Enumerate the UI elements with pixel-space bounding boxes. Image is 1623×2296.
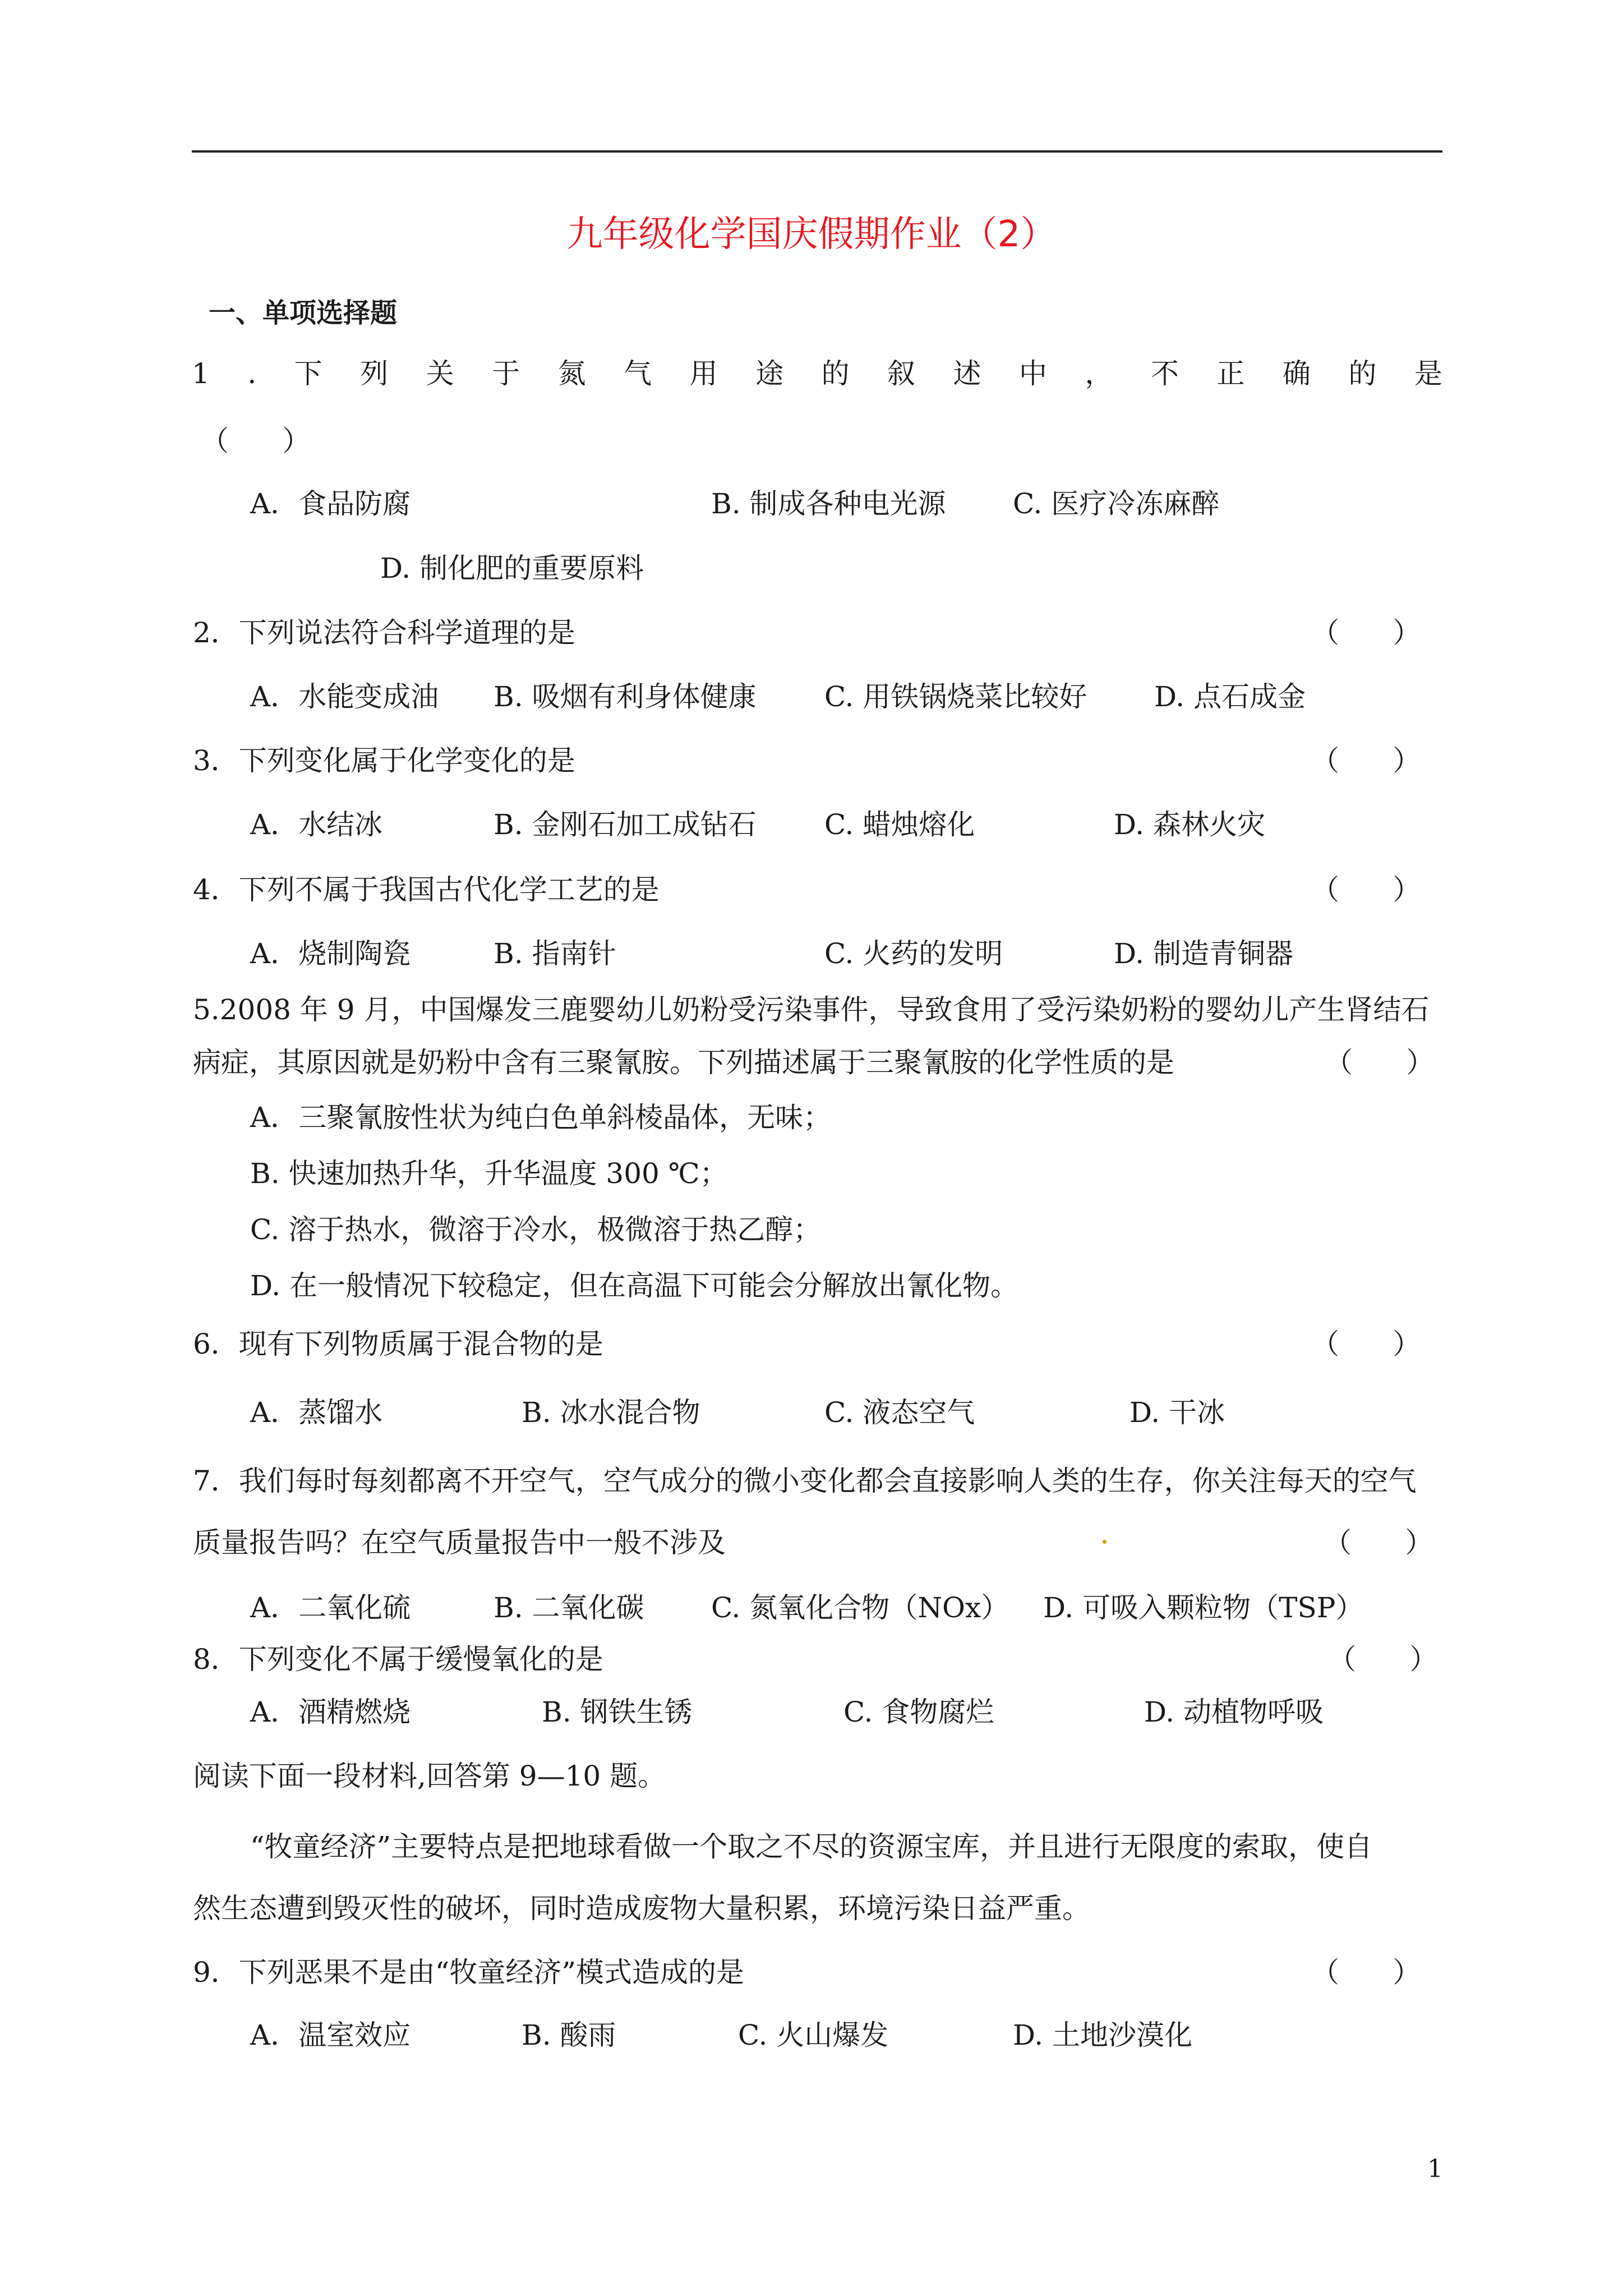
question-2-option-d: D. 点石成金: [1154, 680, 1306, 713]
question-1-stem-char: 正: [1216, 357, 1245, 390]
question-5-stem-line-2: 病症，其原因就是奶粉中含有三聚氰胺。下列描述属于三聚氰胺的化学性质的是: [193, 1046, 1174, 1079]
question-7-option-b: B. 二氧化碳: [494, 1591, 644, 1624]
question-1-stem-char: 中: [1019, 357, 1048, 390]
question-2-option-a: A．水能变成油: [250, 680, 439, 713]
question-4-option-c: C. 火药的发明: [824, 937, 1003, 970]
question-6-stem: 6．现有下列物质属于混合物的是: [193, 1328, 603, 1360]
question-1-stem-char: 不: [1150, 357, 1179, 390]
question-1-stem-char: 确: [1282, 357, 1311, 390]
question-7-stem-line-1: 7．我们每时每刻都离不开空气，空气成分的微小变化都会直接影响人类的生存，你关注每天的空气: [193, 1465, 1417, 1497]
question-1-stem-char: 用: [689, 357, 718, 390]
question-5-option-a: A．三聚氰胺性状为纯白色单斜棱晶体，无味；: [250, 1101, 832, 1134]
question-1-option-a: A．食品防腐: [250, 487, 411, 520]
reading-intro: 阅读下面一段材料,回答第 9—10 题。: [193, 1760, 666, 1792]
question-8-option-d: D. 动植物呼吸: [1144, 1696, 1324, 1728]
question-6-option-a: A．蒸馏水: [250, 1396, 383, 1429]
question-1-stem: [192, 357, 1442, 390]
question-4-stem: 4．下列不属于我国古代化学工艺的是: [193, 873, 660, 906]
question-7-option-c: C. 氮氧化合物（NOx）: [711, 1591, 1009, 1624]
question-7-stem-line-2: 质量报告吗？在空气质量报告中一般不涉及: [193, 1526, 726, 1559]
question-6-answer-paren: （ ）: [1311, 1328, 1421, 1360]
question-5-stem-line-1: 5.2008 年 9 月，中国爆发三鹿婴幼儿奶粉受污染事件，导致食用了受污染奶粉的婴幼儿产生肾结石: [193, 993, 1430, 1026]
question-8-option-a: A．酒精燃烧: [250, 1696, 411, 1728]
question-7-answer-paren: （ ）: [1324, 1526, 1433, 1559]
question-9-option-c: C. 火山爆发: [738, 2019, 889, 2051]
question-9-option-a: A．温室效应: [250, 2019, 411, 2051]
section-heading: 一、单项选择题: [209, 297, 398, 329]
question-1-stem-char: 关: [426, 357, 454, 390]
question-3-answer-paren: （ ）: [1311, 744, 1421, 777]
question-2-option-c: C. 用铁锅烧菜比较好: [824, 680, 1087, 713]
question-1-option-c: C. 医疗冷冻麻醉: [1013, 487, 1220, 520]
question-6-option-b: B. 冰水混合物: [522, 1396, 700, 1429]
question-1-stem-char: 下: [294, 357, 322, 390]
header-rule: [192, 150, 1442, 153]
reading-paragraph-line-2: 然生态遭到毁灭性的破坏，同时造成废物大量积累，环境污染日益严重。: [193, 1892, 1090, 1925]
question-5-option-b: B. 快速加热升华，升华温度 300 ℃；: [250, 1157, 728, 1190]
reading-paragraph-line-1: “牧童经济”主要特点是把地球看做一个取之不尽的资源宝库，并且进行无限度的索取，使自: [250, 1830, 1373, 1863]
page-number: 1: [1427, 2155, 1443, 2183]
question-3-stem: 3．下列变化属于化学变化的是: [193, 744, 575, 777]
question-7-option-d: D. 可吸入颗粒物（TSP）: [1043, 1591, 1364, 1624]
question-2-option-b: B. 吸烟有利身体健康: [494, 680, 757, 713]
question-5-answer-paren: （ ）: [1325, 1046, 1435, 1079]
question-1-stem-char: 氮: [557, 357, 586, 390]
question-2-answer-paren: （ ）: [1311, 616, 1421, 649]
question-7-option-a: A．二氧化硫: [250, 1591, 411, 1624]
question-8-option-b: B. 钢铁生锈: [542, 1696, 693, 1728]
question-1-option-d: D. 制化肥的重要原料: [380, 552, 644, 585]
question-1-stem-char: 列: [360, 357, 389, 390]
question-4-option-d: D. 制造青铜器: [1114, 937, 1294, 970]
question-4-option-b: B. 指南针: [494, 937, 616, 970]
question-1-stem-char: 气: [624, 357, 652, 390]
question-1-stem-char: 的: [821, 357, 850, 390]
question-9-answer-paren: （ ）: [1311, 1956, 1421, 1989]
question-1-stem-char: ，: [1085, 357, 1113, 390]
question-8-option-c: C. 食物腐烂: [843, 1696, 994, 1728]
question-9-option-d: D. 土地沙漠化: [1013, 2019, 1193, 2051]
question-1-option-b: B. 制成各种电光源: [711, 487, 946, 520]
question-1-stem-char: 述: [953, 357, 981, 390]
question-1-stem-char: 于: [492, 357, 520, 390]
question-1-stem-char: 叙: [887, 357, 916, 390]
question-8-answer-paren: （ ）: [1328, 1643, 1438, 1676]
question-4-option-a: A．烧制陶瓷: [250, 937, 411, 970]
question-4-answer-paren: （ ）: [1311, 873, 1421, 906]
question-3-option-a: A．水结冰: [250, 808, 383, 841]
question-1-stem-char: 1: [192, 357, 210, 390]
question-5-option-c: C. 溶于热水，微溶于冷水，极微溶于热乙醇；: [250, 1213, 822, 1246]
question-5-option-d: D. 在一般情况下较稳定，但在高温下可能会分解放出氰化物。: [250, 1269, 1019, 1302]
page-title: 九年级化学国庆假期作业（2）: [566, 214, 1057, 255]
question-3-option-d: D. 森林火灾: [1114, 808, 1266, 841]
question-9-stem: 9．下列恶果不是由“牧童经济”模式造成的是: [193, 1956, 744, 1989]
question-1-stem-char: 途: [755, 357, 784, 390]
question-3-option-c: C. 蜡烛熔化: [824, 808, 975, 841]
question-9-option-b: B. 酸雨: [522, 2019, 616, 2051]
question-2-stem: 2．下列说法符合科学道理的是: [193, 616, 575, 649]
question-1-answer-paren: （ ）: [201, 425, 311, 457]
question-8-stem: 8．下列变化不属于缓慢氧化的是: [193, 1643, 603, 1676]
question-3-option-b: B. 金刚石加工成钻石: [494, 808, 757, 841]
question-6-option-c: C. 液态空气: [824, 1396, 975, 1429]
question-1-stem-char: 是: [1414, 357, 1442, 390]
question-1-stem-char: .: [247, 357, 257, 390]
question-1-stem-char: 的: [1348, 357, 1377, 390]
question-6-option-d: D. 干冰: [1129, 1396, 1225, 1429]
stray-mark: [1103, 1540, 1106, 1544]
